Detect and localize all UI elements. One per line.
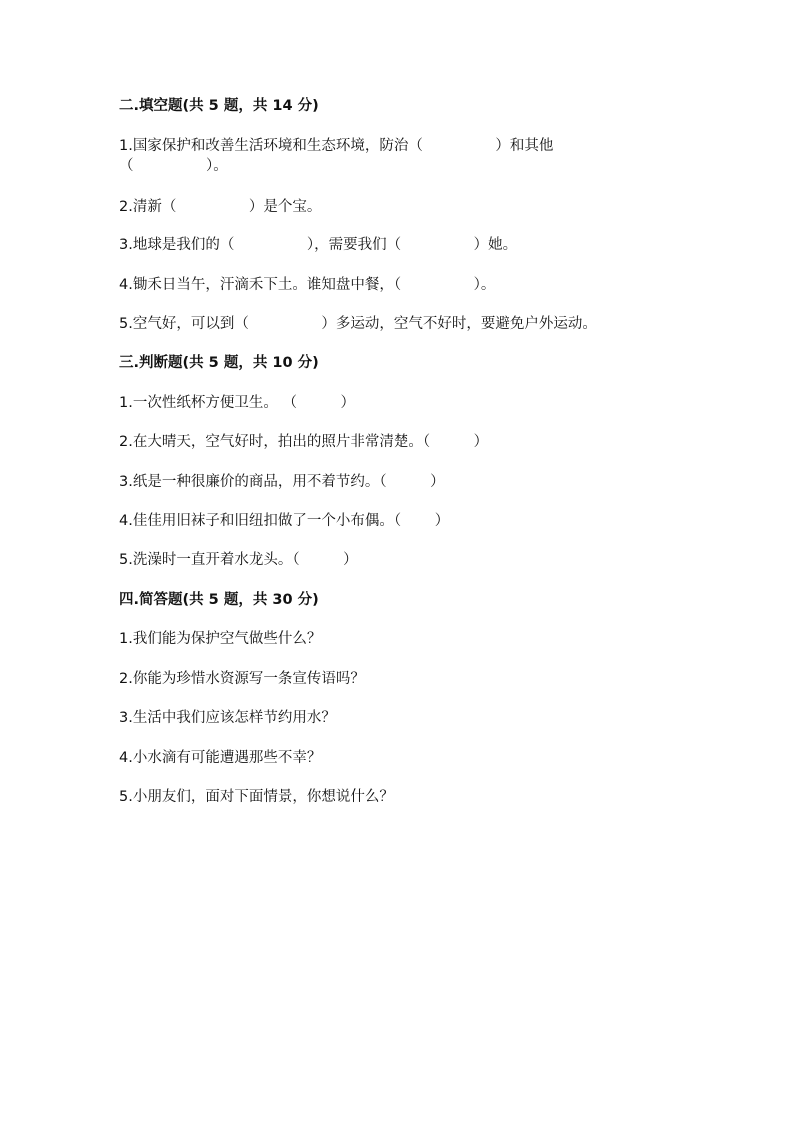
fill-question-3: 3.地球是我们的（ ），需要我们（ ）她。 [119,237,518,253]
short-question-2: 2.你能为珍惜水资源写一条宣传语吗？ [119,671,365,687]
fill-question-1-line-2: （ ）。 [119,158,228,174]
short-question-5: 5.小朋友们，面对下面情景，你想说什么？ [119,789,394,805]
short-answer-section-heading: 四.简答题(共 5 题，共 30 分) [119,592,319,608]
judge-question-1: 1.一次性纸杯方便卫生。 （ ） [119,395,355,411]
judge-question-3: 3.纸是一种很廉价的商品，用不着节约。（ ） [119,474,445,490]
judgement-section-heading: 三.判断题(共 5 题，共 10 分) [119,355,319,371]
fill-question-1-line-1: 1.国家保护和改善生活环境和生态环境，防治（ ）和其他 [119,138,554,154]
fill-question-4: 4.锄禾日当午，汗滴禾下土。谁知盘中餐，（ ）。 [119,277,496,293]
fill-in-section-heading: 二.填空题(共 5 题，共 14 分) [119,98,319,114]
fill-question-2: 2.清新（ ）是个宝。 [119,199,322,215]
short-question-4: 4.小水滴有可能遭遇那些不幸？ [119,750,322,766]
short-question-1: 1.我们能为保护空气做些什么？ [119,631,322,647]
judge-question-4: 4.佳佳用旧袜子和旧纽扣做了一个小布偶。（ ） [119,513,450,529]
fill-question-5: 5.空气好，可以到（ ）多运动，空气不好时，要避免户外运动。 [119,316,597,332]
judge-question-2: 2.在大晴天，空气好时，拍出的照片非常清楚。（ ） [119,434,489,450]
judge-question-5: 5.洗澡时一直开着水龙头。（ ） [119,552,358,568]
short-question-3: 3.生活中我们应该怎样节约用水？ [119,710,336,726]
